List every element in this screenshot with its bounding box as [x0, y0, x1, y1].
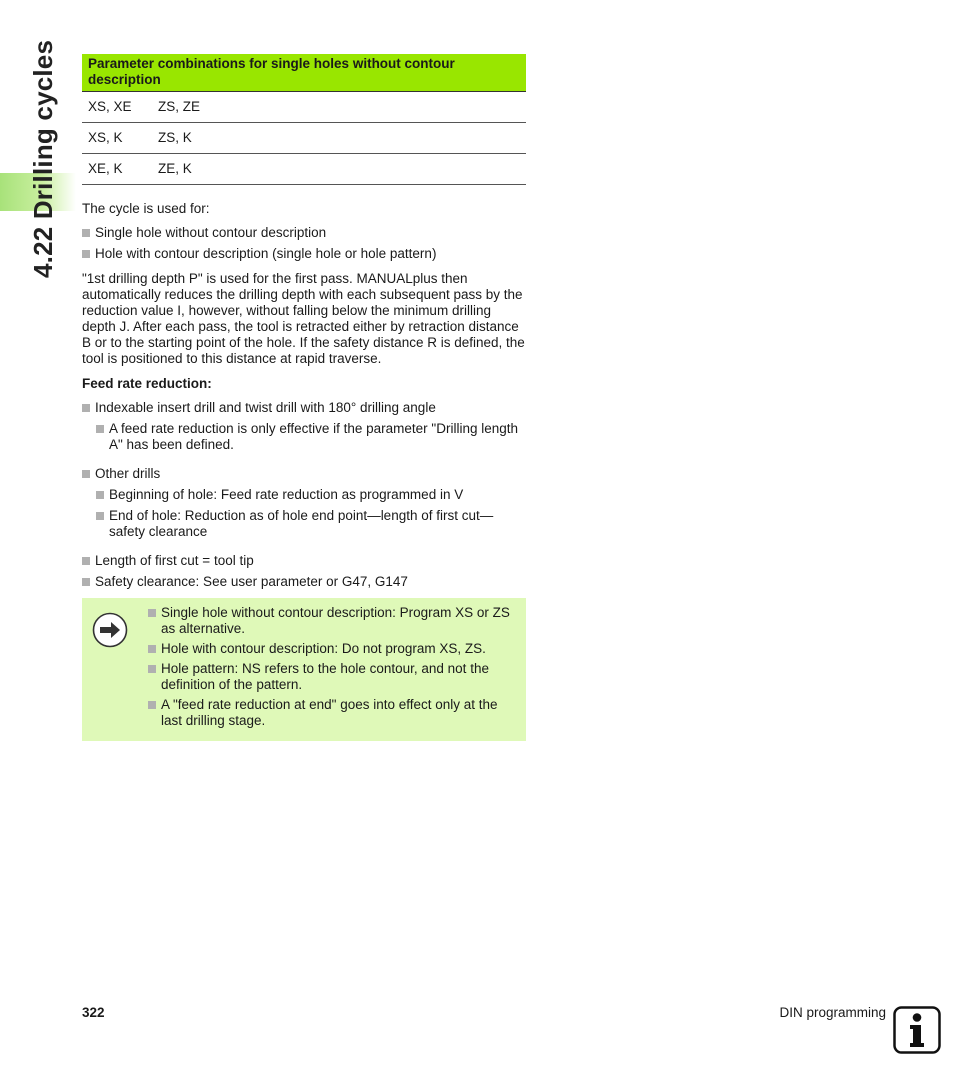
list-item	[82, 466, 526, 482]
page-number: 322	[82, 1005, 105, 1020]
bullet-square-icon	[96, 425, 104, 433]
list-item-text: Hole with contour description (single hole or hole pattern)	[95, 246, 437, 261]
bullet-square-icon	[96, 491, 104, 499]
bullet-square-icon	[148, 665, 156, 673]
bullet-square-icon	[82, 557, 90, 565]
note-box	[82, 598, 526, 741]
list-item-text: Single hole without contour description	[95, 225, 327, 240]
list-item	[82, 400, 526, 416]
bullet-square-icon	[148, 609, 156, 617]
list-item-text: Indexable insert drill and twist drill with 180° drilling angle	[95, 400, 436, 415]
parameter-table	[82, 54, 526, 185]
list-item	[82, 225, 526, 241]
table-cell: XE, K	[82, 154, 152, 185]
list-item	[148, 605, 514, 637]
list-item-text: A "feed rate reduction at end" goes into effect only at the last drilling stage.	[161, 697, 498, 728]
list-item	[82, 246, 526, 262]
table-header: Parameter combinations for single holes without contour description	[82, 54, 526, 92]
list-item-text: Length of first cut = tool tip	[95, 553, 254, 568]
bullet-square-icon	[82, 578, 90, 586]
feed-list	[82, 400, 526, 590]
bullet-square-icon	[96, 512, 104, 520]
bullet-square-icon	[82, 229, 90, 237]
list-item-text: Safety clearance: See user parameter or G47, G147	[95, 574, 408, 589]
list-item	[96, 421, 526, 453]
table-cell: XS, XE	[82, 92, 152, 123]
table-row	[82, 92, 526, 123]
bullet-square-icon	[148, 645, 156, 653]
table-row	[82, 123, 526, 154]
feed-heading: Feed rate reduction:	[82, 376, 212, 391]
chapter-title: 4.22 Drilling cycles	[28, 39, 58, 278]
table-row	[82, 154, 526, 185]
table-cell: ZE, K	[152, 154, 526, 185]
table-cell: XS, K	[82, 123, 152, 154]
bullet-square-icon	[82, 250, 90, 258]
intro-text: The cycle is used for:	[82, 201, 210, 216]
bullet-square-icon	[148, 701, 156, 709]
list-item	[96, 487, 526, 503]
list-item	[148, 697, 514, 729]
list-item	[82, 553, 526, 569]
info-icon	[893, 1006, 941, 1054]
list-item-text: Hole with contour description: Do not program XS, ZS.	[161, 641, 486, 656]
list-item-text: A feed rate reduction is only effective if the parameter "Drilling length A" has been defined.	[109, 421, 519, 452]
bullet-square-icon	[82, 404, 90, 412]
section-name: DIN programming	[779, 1005, 886, 1020]
uses-list	[82, 225, 526, 262]
table-cell: ZS, K	[152, 123, 526, 154]
list-item	[148, 661, 514, 693]
list-item-text: Single hole without contour description: Program XS or ZS as alternative.	[161, 605, 510, 636]
table-cell: ZS, ZE	[152, 92, 526, 123]
list-item-text: End of hole: Reduction as of hole end point—length of first cut—safety clearance	[109, 508, 494, 539]
bullet-square-icon	[82, 470, 90, 478]
list-item-text: Other drills	[95, 466, 161, 481]
list-item	[148, 641, 514, 657]
list-item	[82, 574, 526, 590]
page-content	[82, 54, 526, 741]
list-item-text: Beginning of hole: Feed rate reduction as programmed in V	[109, 487, 464, 502]
arrow-right-icon	[92, 612, 128, 648]
list-item-text: Hole pattern: NS refers to the hole contour, and not the definition of the pattern.	[161, 661, 489, 692]
list-item	[96, 508, 526, 540]
description-paragraph: "1st drilling depth P" is used for the first pass. MANUALplus then automatically reduces the drilling depth with each subsequent pass by the reduction value I, however, without falling below the minimum drilling depth J. After each pass, the tool is retracted either by retraction distance B or to the starting point of the hole. If the safety distance R is defined, the tool is positioned to this distance at rapid traverse.	[82, 271, 525, 366]
